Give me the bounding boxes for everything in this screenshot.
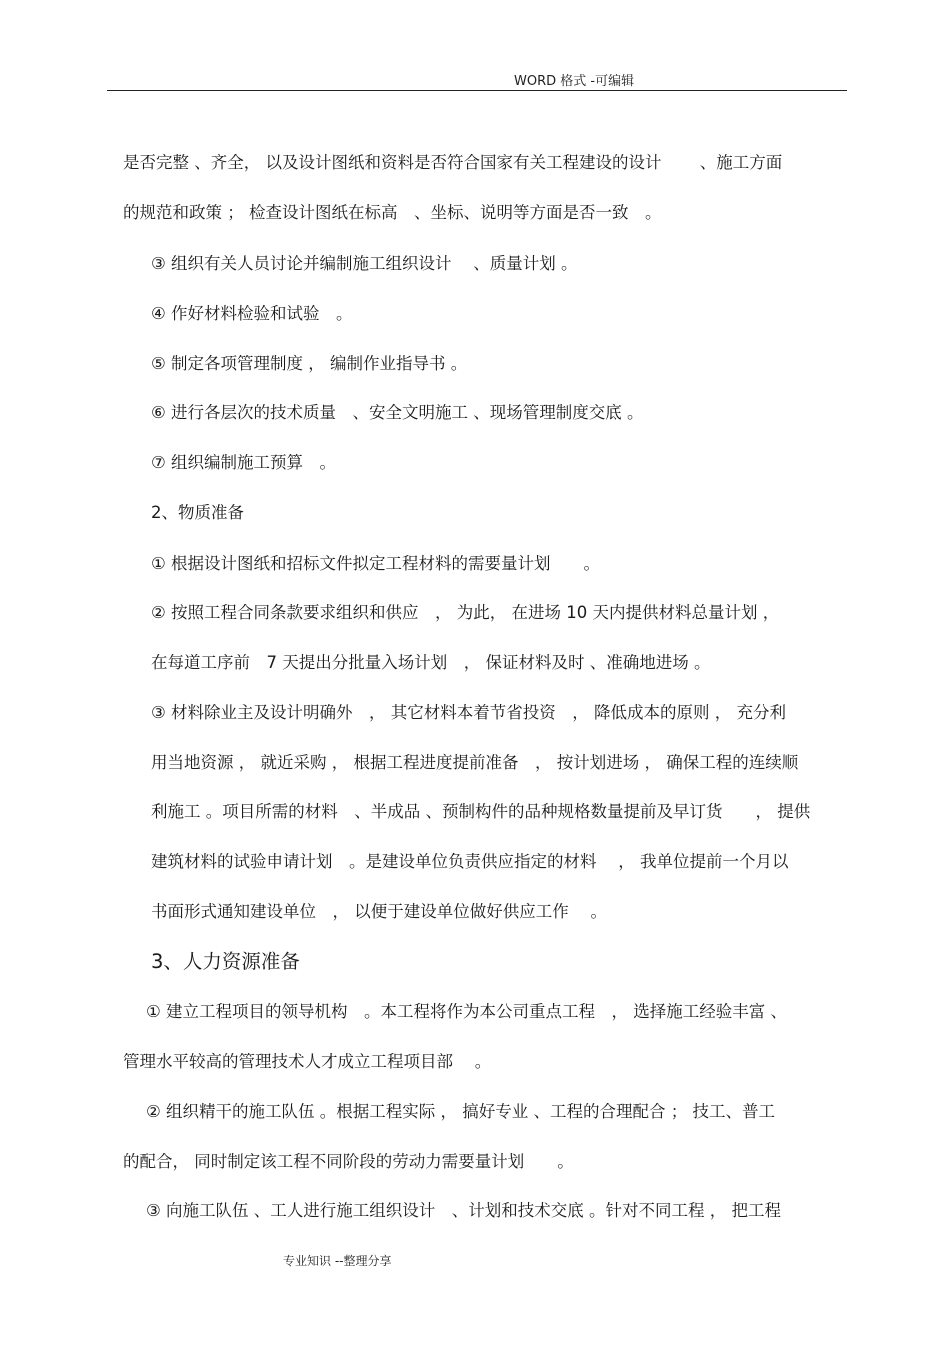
text-line: 的规范和政策 ； 检查设计图纸在标高 、坐标、说明等方面是否一致 。 [123,203,662,222]
text-line: ⑦ 组织编制施工预算 。 [151,453,337,472]
text-line: 的配合， 同时制定该工程不同阶段的劳动力需要量计划 。 [123,1152,574,1171]
page-header: WORD 格式 -可编辑 [514,74,635,89]
text-line: 书面形式通知建设单位 ， 以便于建设单位做好供应工作 。 [151,902,607,921]
text-line: ② 按照工程合同条款要求组织和供应 ， 为此， 在进场 10 天内提供材料总量计划 ， [151,603,780,622]
text-line: ① 建立工程项目的领导机构 。本工程将作为本公司重点工程 ， 选择施工经验丰富 、 [146,1002,788,1021]
text-line: ② 组织精干的施工队伍 。根据工程实际 ， 搞好专业 、工程的合理配合 ； 技工、普工 [146,1102,776,1121]
text-line: ③ 材料除业主及设计明确外 ， 其它材料本着节省投资 ， 降低成本的原则 ， 充分利 [151,703,787,722]
text-line: 是否完整 、齐全， 以及设计图纸和资料是否符合国家有关工程建设的设计 、施工方面 [123,153,783,172]
text-line: 利施工 。项目所需的材料 、半成品 、预制构件的品种规格数量提前及早订货 ， 提供 [151,802,811,821]
section-heading: 3、人力资源准备 [151,950,300,973]
text-line: 管理水平较高的管理技术人才成立工程项目部 。 [123,1052,492,1071]
text-line: ① 根据设计图纸和招标文件拟定工程材料的需要量计划 。 [151,554,601,573]
text-line: ④ 作好材料检验和试验 。 [151,304,353,323]
text-line: 在每道工序前 7 天提出分批量入场计划 ， 保证材料及时 、准确地进场 。 [151,653,711,672]
text-line: ③ 组织有关人员讨论并编制施工组织设计 、质量计划 。 [151,254,578,273]
text-line: ⑤ 制定各项管理制度 ， 编制作业指导书 。 [151,354,468,373]
text-line: 建筑材料的试验申请计划 。是建设单位负责供应指定的材料 ， 我单位提前一个月以 [151,852,789,871]
page-footer: 专业知识 --整理分享 [283,1254,392,1268]
header-divider [107,90,847,91]
text-line: 用当地资源 ， 就近采购 ， 根据工程进度提前准备 ， 按计划进场 ， 确保工程的连续顺 [151,753,799,772]
section-heading: 2、物质准备 [151,503,244,522]
text-line: ③ 向施工队伍 、工人进行施工组织设计 、计划和技术交底 。针对不同工程 ， 把工程 [146,1201,782,1220]
text-line: ⑥ 进行各层次的技术质量 、安全文明施工 、现场管理制度交底 。 [151,403,644,422]
